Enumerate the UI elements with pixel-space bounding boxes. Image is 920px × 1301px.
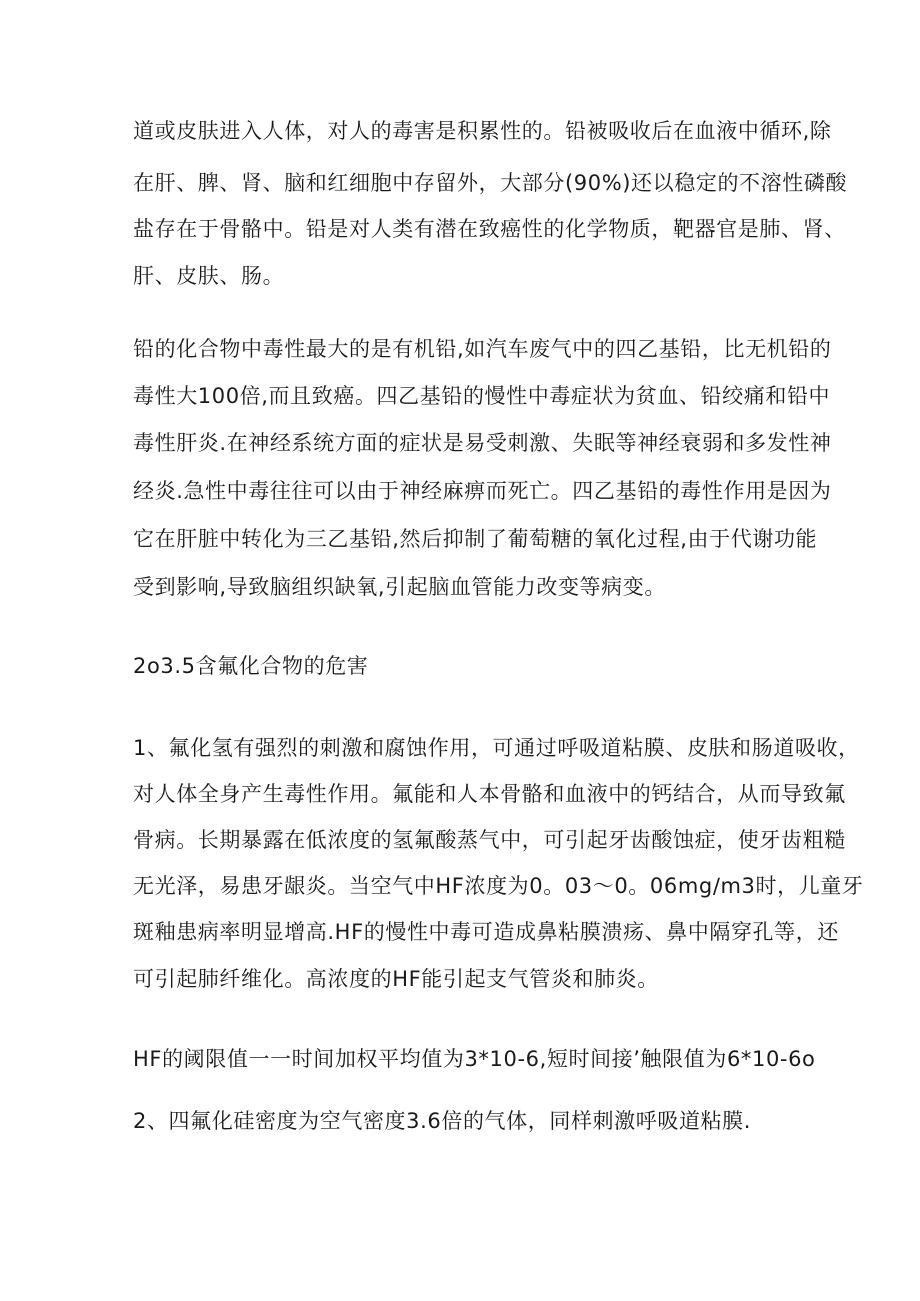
paragraph-2-line-3: 毒性肝炎.在神经系统方面的症状是易受刺激、失眠等神经衰弱和多发性神 — [133, 431, 832, 455]
paragraph-1-line-2: 在肝、脾、肾、脑和红细胞中存留外，大部分(90%)还以稳定的不溶性磷酸 — [133, 171, 848, 195]
paragraph-2-line-6: 受到影响,导致脑组织缺氧,引起脑血管能力改变等病变。 — [133, 575, 666, 599]
paragraph-2-line-5: 它在肝脏中转化为三乙基铅,然后抑制了葡萄糖的氧化过程,由于代谢功能 — [133, 527, 818, 551]
paragraph-1-line-4: 肝、皮肤、肠。 — [133, 264, 285, 288]
paragraph-2-line-4: 经炎.急性中毒往往可以由于神经麻痹而死亡。四乙基铅的毒性作用是因为 — [133, 479, 832, 503]
paragraph-4-line-2: 对人体全身产生毒性作用。氟能和人本骨骼和血液中的钙结合，从而导致氟 — [133, 782, 846, 806]
paragraph-4-line-4: 无光泽，易患牙龈炎。当空气中HF浓度为0。03～0。06mg∕m3时，儿童牙 — [133, 874, 864, 898]
paragraph-4-line-1: 1、氟化氢有强烈的刺激和腐蚀作用，可通过呼吸道粘膜、皮肤和肠道吸收， — [133, 736, 860, 760]
paragraph-2-line-2: 毒性大100倍,而且致癌。四乙基铅的慢性中毒症状为贫血、铅绞痛和铅中 — [133, 384, 831, 408]
paragraph-4-line-3: 骨病。长期暴露在低浓度的氢氟酸蒸气中，可引起牙齿酸蚀症，使牙齿粗糙 — [133, 828, 846, 852]
section-heading: 2o3.5含氟化合物的危害 — [133, 654, 369, 678]
paragraph-4-line-5: 斑釉患病率明显增高.HF的慢性中毒可造成鼻粘膜溃疡、鼻中隔穿孔等，还 — [133, 920, 839, 944]
paragraph-4-line-6: 可引起肺纤维化。高浓度的HF能引起支气管炎和肺炎。 — [133, 967, 659, 991]
paragraph-1-line-3: 盐存在于骨骼中。铅是对人类有潜在致癌性的化学物质，靶器官是肺、肾、 — [133, 217, 846, 241]
paragraph-1-line-1: 道或皮肤进入人体，对人的毒害是积累性的。铅被吸收后在血液中循环,除 — [133, 119, 832, 143]
paragraph-2-line-1: 铅的化合物中毒性最大的是有机铅,如汽车废气中的四乙基铅，比无机铅的 — [133, 337, 832, 361]
silicon-tetrafluoride-line: 2、四氟化硅密度为空气密度3.6倍的气体，同样刺激呼吸道粘膜. — [133, 1109, 752, 1133]
threshold-limit-line: HF的阈限值一一时间加权平均值为3*10-6,短时间接’触限值为6*10-6o — [133, 1047, 816, 1071]
